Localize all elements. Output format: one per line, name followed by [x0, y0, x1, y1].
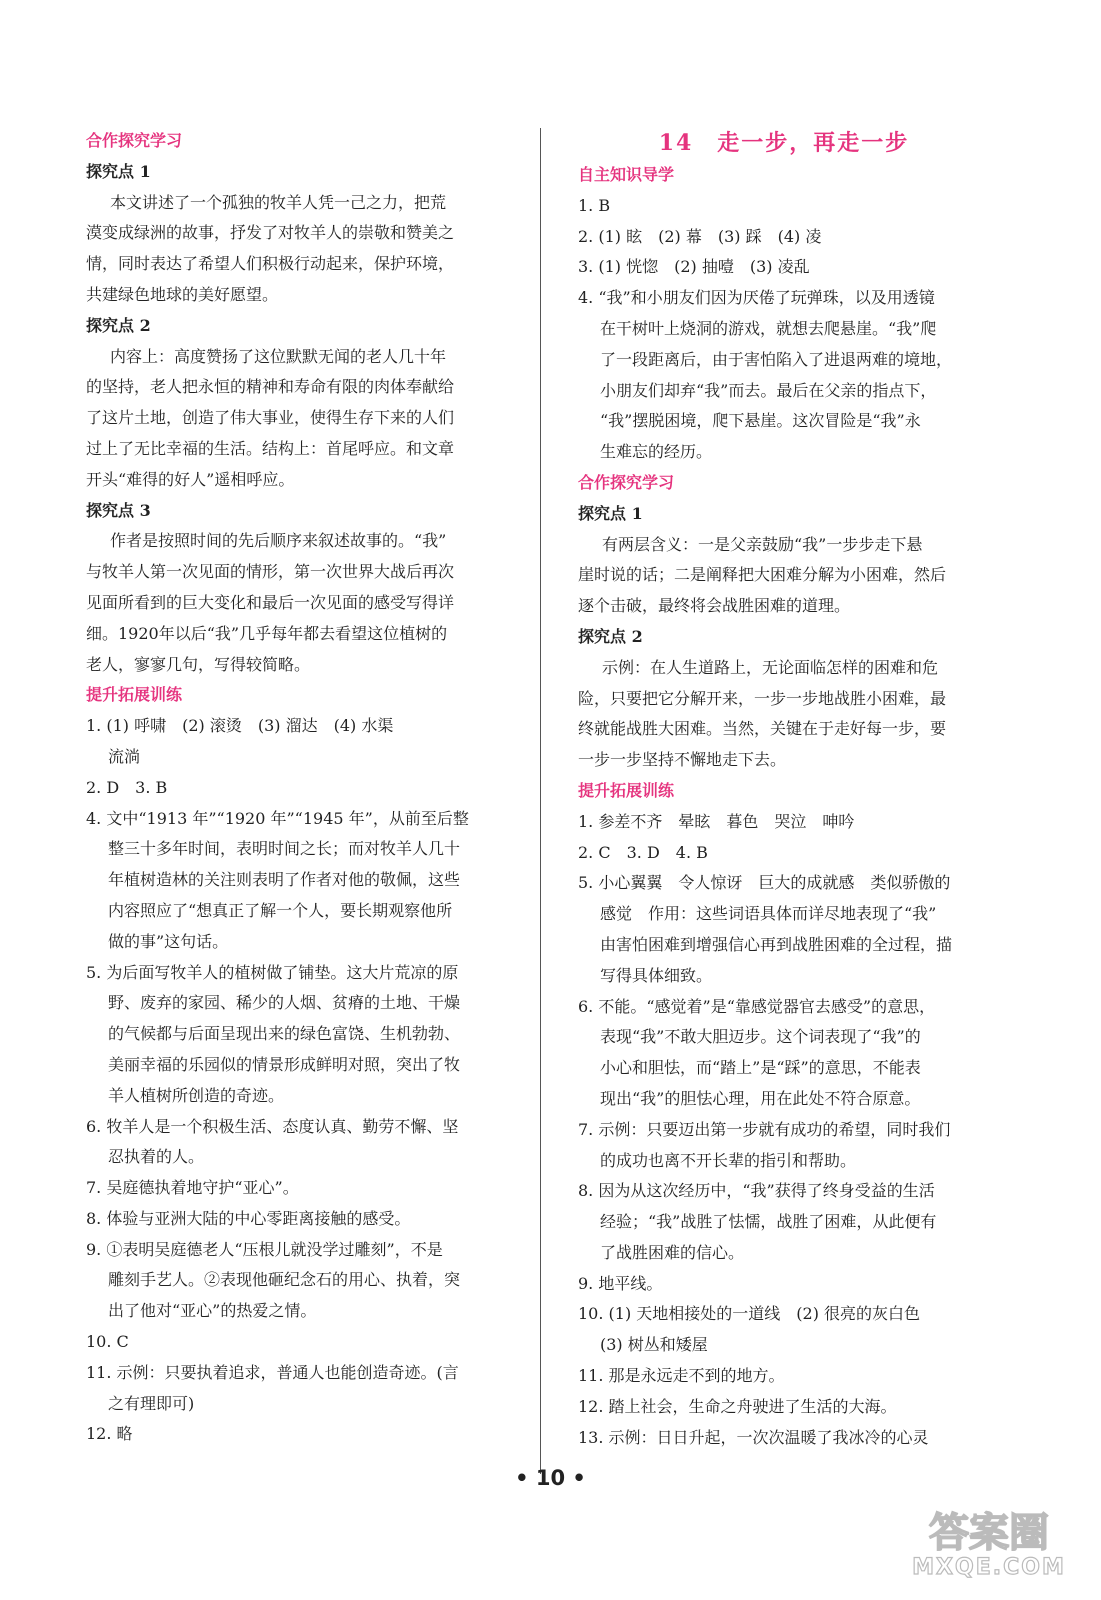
answer-continuation-line: 写得具体细致。 — [600, 965, 713, 985]
answer-continuation-line: 的成功也离不开长辈的指引和帮助。 — [600, 1150, 857, 1170]
text-line: 7. 示例：只要迈出第一步就有成功的希望，同时我们 — [578, 1119, 951, 1139]
text-line: 4. 文中“1913 年”“1920 年”“1945 年”，从前至后整 — [86, 808, 469, 828]
answer-continuation-line: 出了他对“亚心”的热爱之情。 — [108, 1301, 317, 1321]
answer-continuation-line: 美丽幸福的乐园似的情景形成鲜明对照，突出了牧 — [108, 1054, 461, 1074]
text-line: 6. 牧羊人是一个积极生活、态度认真、勤劳不懈、坚 — [86, 1116, 459, 1136]
section-heading: 提升拓展训练 — [578, 780, 675, 800]
section-heading: 合作探究学习 — [578, 472, 675, 492]
answer-continuation-line: 生难忘的经历。 — [600, 442, 713, 462]
answer-continuation-line: 之有理即可) — [108, 1393, 195, 1413]
answer-continuation-line: 经验；“我”战胜了怯懦，战胜了困难，从此便有 — [600, 1212, 937, 1232]
svg-text:MXQE.COM: MXQE.COM — [912, 1555, 1066, 1580]
answer-continuation-line: 了战胜困难的信心。 — [600, 1242, 745, 1262]
text-line: 的坚持，老人把永恒的精神和寿命有限的肉体奉献给 — [86, 377, 455, 397]
text-line: 9. ①表明吴庭德老人“压根儿就没学过雕刻”，不是 — [86, 1239, 443, 1259]
paragraph-first-line: 示例：在人生道路上，无论面临怎样的困难和危 — [602, 657, 939, 677]
svg-text:答案圈: 答案圈 — [929, 1510, 1049, 1556]
paragraph-first-line: 内容上：高度赞扬了这位默默无闻的老人几十年 — [110, 346, 447, 366]
section-heading: 合作探究学习 — [86, 131, 183, 150]
subsection-label: 探究点 3 — [86, 500, 151, 520]
answer-continuation-line: 做的事”这句话。 — [108, 931, 229, 951]
text-line: 漠变成绿洲的故事，抒发了对牧羊人的崇敬和赞美之 — [86, 223, 455, 243]
text-line: 11. 那是永远走不到的地方。 — [578, 1366, 785, 1386]
answer-continuation-line: 年植树造林的关注则表明了作者对他的敬佩，这些 — [108, 870, 461, 890]
text-line: 8. 因为从这次经历中，“我”获得了终身受益的生活 — [578, 1181, 935, 1201]
text-line: 3. (1) 恍惚 (2) 抽噎 (3) 凌乱 — [578, 257, 810, 277]
text-line: 6. 不能。“感觉着”是“靠感觉器官去感受”的意思， — [578, 996, 936, 1016]
answer-continuation-line: 流淌 — [108, 746, 141, 766]
answer-continuation-line: 雕刻手艺人。②表现他砸纪念石的用心、执着，突 — [108, 1270, 461, 1290]
answer-continuation-line: 感觉 作用：这些词语具体而详尽地表现了“我” — [600, 904, 937, 924]
text-line: 与牧羊人第一次见面的情形，第一次世界大战后再次 — [86, 562, 455, 582]
paragraph-first-line: 本文讲述了一个孤独的牧羊人凭一己之力，把荒 — [110, 192, 447, 212]
answer-continuation-line: 由害怕困难到增强信心再到战胜困难的全过程，描 — [600, 934, 953, 954]
right-column — [578, 126, 990, 1453]
text-line: 一步一步坚持不懈地走下去。 — [578, 750, 787, 770]
text-line: 共建绿色地球的美好愿望。 — [86, 284, 279, 304]
text-line: 2. (1) 眩 (2) 幕 (3) 踩 (4) 凌 — [578, 226, 822, 246]
subsection-label: 探究点 2 — [86, 315, 151, 335]
text-line: 10. (1) 天地相接处的一道线 (2) 很亮的灰白色 — [578, 1304, 921, 1324]
paragraph-first-line: 作者是按照时间的先后顺序来叙述故事的。“我” — [110, 531, 447, 551]
answer-continuation-line: 小心和胆怯，而“踏上”是“踩”的意思，不能表 — [600, 1058, 921, 1078]
text-line: 7. 吴庭德执着地守护“亚心”。 — [86, 1178, 299, 1198]
text-line: 2. C 3. D 4. B — [578, 842, 708, 862]
text-line: 9. 地平线。 — [578, 1273, 663, 1293]
text-line: 细。1920年以后“我”几乎每年都去看望这位植树的 — [86, 623, 448, 643]
answer-continuation-line: 在干树叶上烧洞的游戏，就想去爬悬崖。“我”爬 — [600, 318, 937, 338]
text-line: 12. 踏上社会，生命之舟驶进了生活的大海。 — [578, 1396, 897, 1416]
text-line: 5. 小心翼翼 令人惊讶 巨大的成就感 类似骄傲的 — [578, 873, 951, 893]
answer-continuation-line: 羊人植树所创造的奇迹。 — [108, 1085, 285, 1105]
answer-continuation-line: 忍执着的人。 — [108, 1147, 205, 1167]
text-line: 终就能战胜大困难。当然，关键在于走好每一步，要 — [578, 719, 947, 739]
text-line: 1. (1) 呼啸 (2) 滚烫 (3) 溜达 (4) 水渠 — [86, 716, 394, 736]
text-line: 崖时说的话；二是阐释把大困难分解为小困难，然后 — [578, 565, 947, 585]
page-number: • 10 • — [515, 1466, 586, 1490]
text-line: 开头“难得的好人”遥相呼应。 — [86, 469, 295, 489]
watermark-logo — [891, 1502, 1087, 1580]
text-line: 了这片土地，创造了伟大事业，使得生存下来的人们 — [86, 408, 455, 428]
answer-continuation-line: “我”摆脱困境，爬下悬崖。这次冒险是“我”永 — [600, 411, 921, 431]
text-line: 老人，寥寥几句，写得较简略。 — [86, 654, 311, 674]
text-line: 险，只要把它分解开来，一步一步地战胜小困难，最 — [578, 688, 947, 708]
answer-continuation-line: 的气候都与后面呈现出来的绿色富饶、生机勃勃、 — [108, 1024, 461, 1044]
answer-continuation-line: 表现“我”不敢大胆迈步。这个词表现了“我”的 — [600, 1027, 921, 1047]
text-line: 2. D 3. B — [86, 777, 168, 797]
column-divider — [540, 128, 541, 1474]
text-line: 10. C — [86, 1332, 129, 1352]
subsection-label: 探究点 2 — [578, 626, 643, 646]
text-line: 11. 示例：只要执着追求，普通人也能创造奇迹。(言 — [86, 1362, 459, 1382]
answer-continuation-line: 整三十多年时间，表明时间之长；而对牧羊人几十 — [108, 839, 461, 859]
subsection-label: 探究点 1 — [86, 161, 151, 181]
answer-continuation-line: 内容照应了“想真正了解一个人，要长期观察他所 — [108, 900, 453, 920]
answer-continuation-line: 小朋友们却弃“我”而去。最后在父亲的指点下， — [600, 380, 937, 400]
paragraph-first-line: 有两层含义：一是父亲鼓励“我”一步步走下悬 — [602, 534, 923, 554]
answer-continuation-line: 野、废弃的家园、稀少的人烟、贫瘠的土地、干燥 — [108, 993, 461, 1013]
text-line: 情，同时表达了希望人们积极行动起来，保护环境， — [86, 254, 455, 274]
left-column — [86, 126, 500, 1450]
section-heading: 自主知识导学 — [578, 165, 675, 184]
answer-continuation-line: 现出“我”的胆怯心理，用在此处不符合原意。 — [600, 1088, 921, 1108]
lesson-title: 14 走一步，再走一步 — [658, 130, 910, 156]
text-line: 逐个击破，最终将会战胜困难的道理。 — [578, 596, 851, 616]
text-line: 见面所看到的巨大变化和最后一次见面的感受写得详 — [86, 592, 455, 612]
section-heading: 提升拓展训练 — [86, 685, 183, 705]
text-line: 5. 为后面写牧羊人的植树做了铺垫。这大片荒凉的原 — [86, 962, 459, 982]
text-line: 8. 体验与亚洲大陆的中心零距离接触的感受。 — [86, 1208, 411, 1228]
text-line: 13. 示例：日日升起，一次次温暖了我冰冷的心灵 — [578, 1427, 929, 1447]
text-line: 1. B — [578, 195, 611, 215]
text-line: 4. “我”和小朋友们因为厌倦了玩弹珠，以及用透镜 — [578, 288, 935, 308]
subsection-label: 探究点 1 — [578, 503, 643, 523]
answer-continuation-line: 了一段距离后，由于害怕陷入了进退两难的境地， — [600, 349, 953, 369]
text-line: 1. 参差不齐 晕眩 暮色 哭泣 呻吟 — [578, 811, 855, 831]
answer-continuation-line: (3) 树丛和矮屋 — [600, 1335, 708, 1355]
text-line: 过上了无比幸福的生活。结构上：首尾呼应。和文章 — [86, 438, 455, 458]
text-line: 12. 略 — [86, 1424, 133, 1444]
